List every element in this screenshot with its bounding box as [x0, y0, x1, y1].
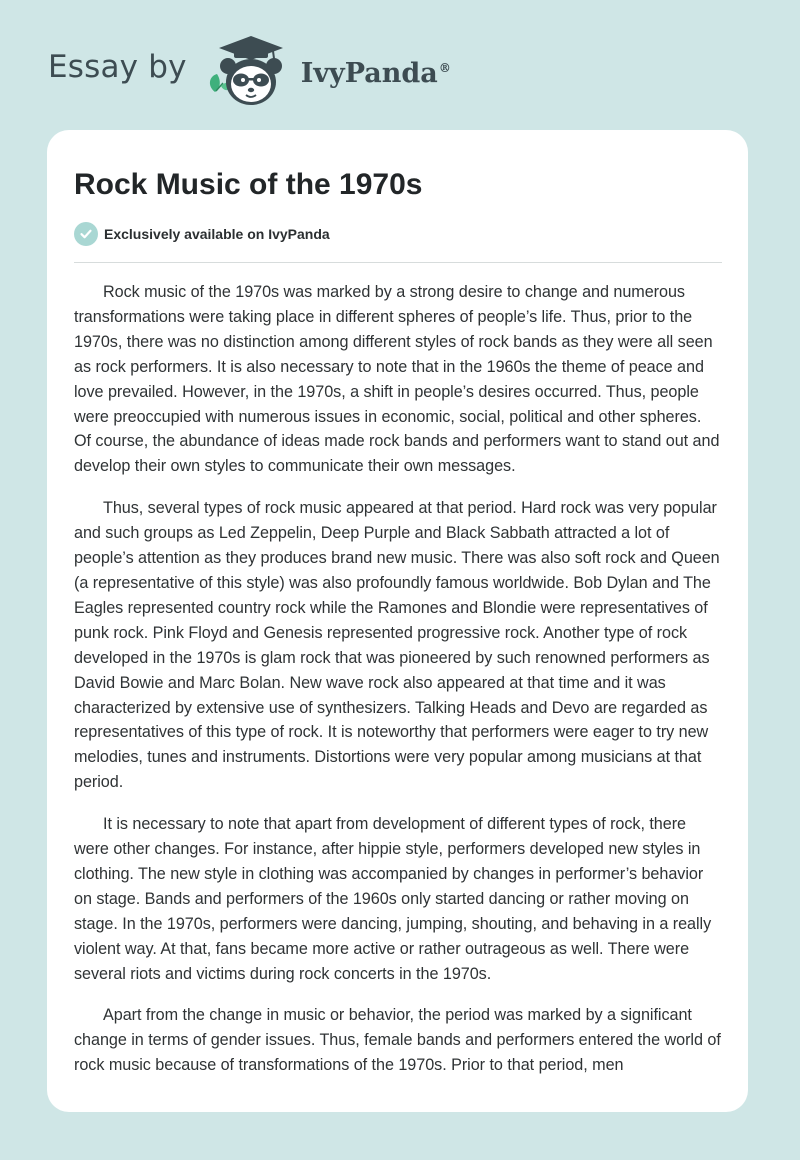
essay-title: Rock Music of the 1970s: [74, 168, 423, 201]
site-header: [48, 34, 451, 110]
brand-prefix: Essay by: [48, 49, 187, 85]
essay-card: [47, 130, 748, 1112]
brand-name[interactable]: [301, 58, 451, 89]
check-icon: [74, 222, 98, 246]
exclusive-badge-text: Exclusively available on IvyPanda: [104, 226, 330, 242]
registered-mark: ®: [438, 60, 451, 75]
panda-graduate-logo-icon[interactable]: [201, 34, 299, 110]
paragraph: Thus, several types of rock music appeared at that period. Hard rock was very popular and such groups as Led Zeppelin, Deep Purple and Black Sabbath attracted a lot of people’s attention as they produces brand new music. There was also soft rock and Queen (a representative of this style) was also profoundly famous worldwide. Bob Dylan and The Eagles represented country rock while the Ramones and Blondie were representatives of punk rock. Pink Floyd and Genesis represented progressive rock. Another type of rock developed in the 1970s is glam rock that was pioneered by such renowned performers as David Bowie and Marc Bolan. New wave rock also appeared at that time and it was characterized by extensive use of synthesizers. Talking Heads and Devo are regarded as representatives of this type of rock. It is noteworthy that performers were eager to try new melodies, tunes and instruments. Distortions were very popular among musicians at that period.: [74, 499, 720, 792]
brand-name-text: IvyPanda: [300, 57, 438, 89]
paragraph: It is necessary to note that apart from development of different types of rock, there were other changes. For instance, after hippie style, performers developed new styles in clothing. The new style in clothing was accompanied by changes in performer’s behavior on stage. Bands and performers of the 1960s only started dancing or rather moving on stage. In the 1970s, performers were dancing, jumping, shouting, and behaving in a really violent way. At that, fans became more active or rather outrageous as well. There were several riots and victims during rock concerts in the 1970s.: [74, 815, 712, 983]
essay-body: [74, 280, 722, 1078]
divider: [74, 262, 722, 263]
paragraph: Apart from the change in music or behavior, the period was marked by a significant change in terms of gender issues. Thus, female bands and performers entered the world of rock music because of transformations of the 1970s. Prior to that period, men: [74, 1006, 721, 1075]
exclusive-badge: [74, 220, 722, 248]
paragraph: Rock music of the 1970s was marked by a strong desire to change and numerous transformations were taking place in different spheres of people’s life. Thus, prior to the 1970s, there was no distinction among different styles of rock bands as they were all seen as rock performers. It is also necessary to note that in the 1960s the theme of peace and love prevailed. However, in the 1970s, a shift in people’s desires occurred. Thus, people were preoccupied with numerous issues in economic, social, political and other spheres. Of course, the abundance of ideas made rock bands and performers want to stand out and develop their own styles to communicate their own messages.: [74, 283, 720, 476]
